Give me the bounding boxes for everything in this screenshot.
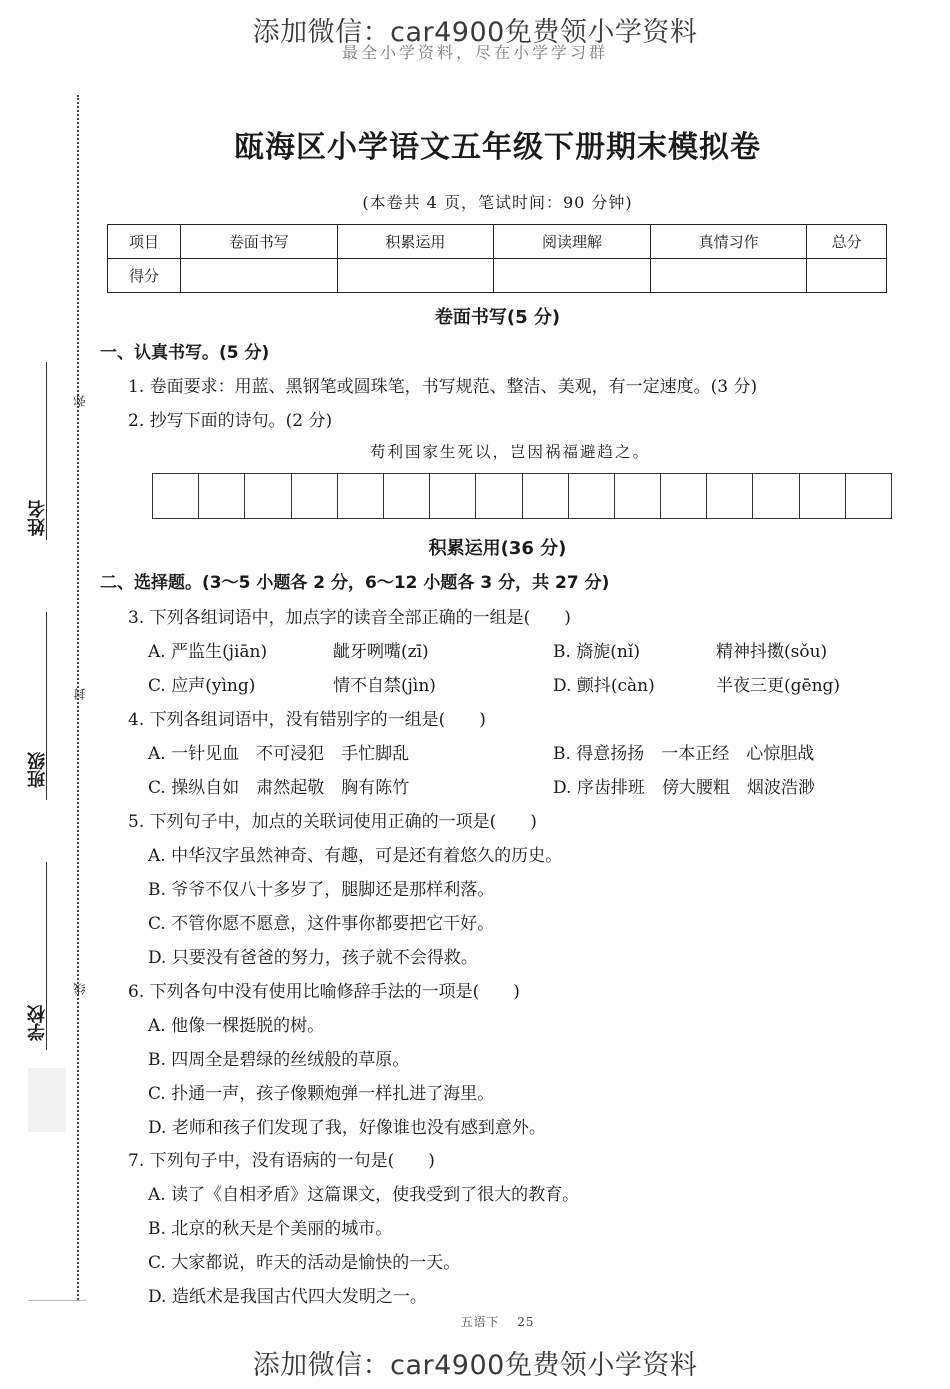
question-stem: 5. 下列句子中，加点的关联词使用正确的一项是( )	[128, 812, 537, 832]
table-cell: 阅读理解	[494, 225, 651, 259]
score-table	[107, 224, 887, 293]
option-d: D. 序齿排班 傍大腰粗 烟波浩渺	[553, 778, 815, 798]
grid-cell[interactable]	[338, 474, 384, 518]
score-input-cell[interactable]	[494, 259, 651, 293]
grid-cell[interactable]	[292, 474, 338, 518]
score-table-header-row	[108, 225, 887, 259]
option-d: D. 造纸术是我国古代四大发明之一。	[148, 1287, 427, 1307]
grid-cell[interactable]	[523, 474, 569, 518]
section-title-accumulation: 积累运用(36 分)	[428, 538, 567, 559]
section-heading: 一、认真书写。(5 分)	[100, 343, 270, 363]
score-input-cell[interactable]	[807, 259, 887, 293]
option-b: B. 四周全是碧绿的丝绒般的草原。	[148, 1050, 410, 1070]
option-a: A. 读了《自相矛盾》这篇课文，使我受到了很大的教育。	[148, 1185, 580, 1205]
option-b2: 精神抖擞(sǒu)	[716, 642, 828, 662]
exam-subtitle: (本卷共 4 页，笔试时间：90 分钟)	[362, 193, 633, 212]
page-footer: 五语下 25	[460, 1315, 535, 1329]
option-a: A. 他像一棵挺脱的树。	[148, 1016, 325, 1036]
writing-grid[interactable]	[152, 473, 892, 519]
grid-cell[interactable]	[615, 474, 661, 518]
grid-cell[interactable]	[569, 474, 615, 518]
option-b: B. 北京的秋天是个美丽的城市。	[148, 1219, 393, 1239]
grid-cell[interactable]	[245, 474, 291, 518]
watermark-bottom: 添加微信：car4900免费领小学资料	[252, 1350, 698, 1381]
grid-cell[interactable]	[199, 474, 245, 518]
option-d: D. 老师和孩子们发现了我，好像谁也没有感到意外。	[148, 1118, 546, 1138]
option-a2: 龇牙咧嘴(zī)	[333, 642, 429, 662]
ghost-text: 最全小学资料，尽在小学学习群	[341, 43, 608, 62]
grid-cell[interactable]	[430, 474, 476, 518]
score-table-score-row	[108, 259, 887, 293]
question-stem: 4. 下列各组词语中，没有错别字的一组是( )	[128, 710, 486, 730]
question-stem: 7. 下列句子中，没有语病的一句是( )	[128, 1151, 435, 1171]
option-a1: A. 严监生(jiān)	[148, 642, 268, 662]
score-input-cell[interactable]	[337, 259, 494, 293]
question-item: 1. 卷面要求：用蓝、黑钢笔或圆珠笔，书写规范、整洁、美观，有一定速度。(3 分)	[128, 377, 758, 397]
option-d2: 半夜三更(gēng)	[716, 676, 841, 696]
table-cell: 得分	[108, 259, 181, 293]
option-b1: B. 旖旎(nǐ)	[553, 642, 640, 662]
section-heading: 二、选择题。(3～5 小题各 2 分，6～12 小题各 3 分，共 27 分)	[100, 573, 610, 593]
option-a: A. 一针见血 不可浸犯 手忙脚乱	[148, 744, 410, 764]
option-c2: 情不自禁(jìn)	[333, 676, 436, 696]
page-title: 瓯海区小学语文五年级下册期末模拟卷	[234, 130, 761, 165]
option-c: C. 操纵自如 肃然起敬 胸有陈竹	[148, 778, 410, 798]
grid-cell[interactable]	[384, 474, 430, 518]
seal-mark-feng: 封	[73, 688, 87, 700]
question-stem: 6. 下列各句中没有使用比喻修辞手法的一项是( )	[128, 982, 520, 1002]
grid-cell[interactable]	[707, 474, 753, 518]
table-cell: 项目	[108, 225, 181, 259]
table-cell: 卷面书写	[181, 225, 338, 259]
section-title-handwriting: 卷面书写(5 分)	[434, 307, 561, 328]
grid-cell[interactable]	[661, 474, 707, 518]
school-label: 学校	[27, 1005, 48, 1041]
option-b: B. 得意扬扬 一本正经 心惊胆战	[553, 744, 815, 764]
score-input-cell[interactable]	[650, 259, 807, 293]
poem-text: 苟利国家生死以，岂因祸福避趋之。	[370, 443, 651, 461]
watermark-top: 添加微信：car4900免费领小学资料	[252, 17, 698, 48]
option-c1: C. 应声(yìng)	[148, 676, 256, 696]
table-cell: 真情习作	[650, 225, 807, 259]
option-a: A. 中华汉字虽然神奇、有趣，可是还有着悠久的历史。	[148, 846, 563, 866]
grid-cell[interactable]	[476, 474, 522, 518]
class-label: 班级	[27, 752, 48, 788]
question-item: 2. 抄写下面的诗句。(2 分)	[128, 411, 333, 431]
grid-cell[interactable]	[800, 474, 846, 518]
option-c: C. 扑通一声，孩子像颗炮弹一样扎进了海里。	[148, 1084, 495, 1104]
margin-bottom-rule	[28, 1300, 86, 1301]
name-label: 姓名	[27, 500, 48, 536]
option-c: C. 不管你愿不愿意，这件事你都要把它干好。	[148, 914, 495, 934]
option-d1: D. 颤抖(càn)	[553, 676, 655, 696]
table-cell: 积累运用	[337, 225, 494, 259]
option-c: C. 大家都说，昨天的活动是愉快的一天。	[148, 1253, 461, 1273]
grid-cell[interactable]	[753, 474, 799, 518]
grid-cell[interactable]	[846, 474, 891, 518]
seal-mark-mi: 弥	[73, 395, 87, 407]
grid-cell[interactable]	[153, 474, 199, 518]
option-d: D. 只要没有爸爸的努力，孩子就不会得救。	[148, 948, 478, 968]
table-cell: 总分	[807, 225, 887, 259]
question-stem: 3. 下列各组词语中，加点字的读音全部正确的一组是( )	[128, 608, 571, 628]
seal-mark-xian: 线	[73, 983, 87, 995]
score-input-cell[interactable]	[181, 259, 338, 293]
option-b: B. 爷爷不仅八十多岁了，腿脚还是那样利落。	[148, 880, 495, 900]
margin-smudge	[28, 1068, 66, 1132]
